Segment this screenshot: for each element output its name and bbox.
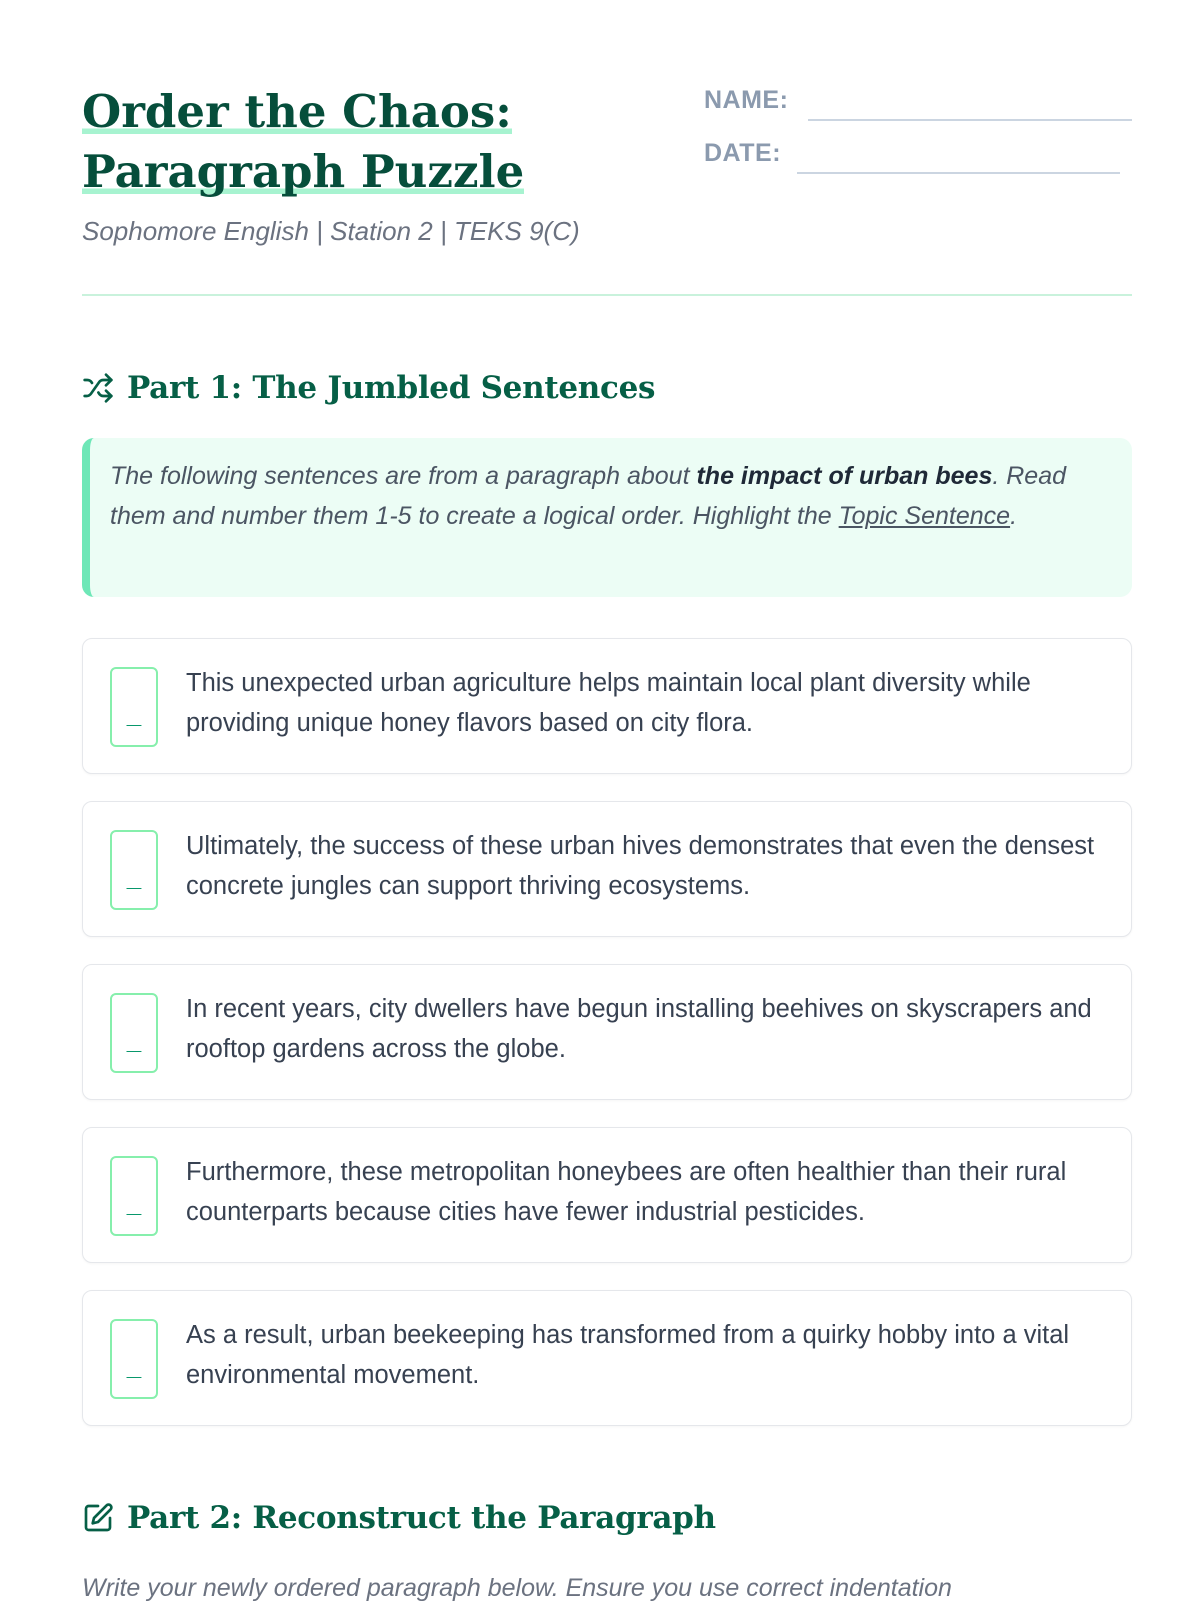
order-number-box[interactable]: _ (110, 830, 158, 910)
instructions-topic-sentence: Topic Sentence (838, 502, 1011, 530)
shuffle-icon (82, 372, 114, 404)
order-number-box[interactable]: _ (110, 993, 158, 1073)
title-line-1: Order the Chaos: (82, 85, 512, 138)
order-number-box[interactable]: _ (110, 1319, 158, 1399)
sentence-text: This unexpected urban agriculture helps maintain local plant diversity while providing unique honey flavors based on city flora. (186, 669, 1031, 737)
part1-heading (82, 366, 1132, 410)
header-divider (82, 294, 1132, 296)
page-title (82, 82, 642, 202)
sentence-text: As a result, urban beekeeping has transformed from a quirky hobby into a vital environmental movement. (186, 1321, 1070, 1389)
instructions-text-1: The following sentences are from a paragraph about (110, 462, 697, 490)
sentence-text: Furthermore, these metropolitan honeybees are often healthier than their rural counterparts because cities have fewer industrial pesticides. (186, 1158, 1067, 1226)
date-field-line[interactable] (797, 172, 1120, 174)
part2-title: Part 2: Reconstruct the Paragraph (127, 1500, 716, 1536)
instructions-text-2: . Read them and number them 1-5 to create a logical order. Highlight the (110, 462, 1067, 530)
part1-title: Part 1: The Jumbled Sentences (127, 370, 656, 406)
date-row (704, 135, 1132, 188)
sentence-card (82, 801, 1132, 937)
name-label: NAME: (704, 86, 789, 114)
order-number-box[interactable]: _ (110, 667, 158, 747)
title-line-2: Paragraph Puzzle (82, 145, 525, 198)
instructions-topic: the impact of urban bees (696, 462, 993, 490)
sentence-card (82, 1127, 1132, 1263)
part2-description: Write your newly ordered paragraph below. Ensure you use correct indentation (82, 1574, 952, 1602)
date-label: DATE: (704, 139, 782, 167)
order-number-box[interactable]: _ (110, 1156, 158, 1236)
sentence-card (82, 964, 1132, 1100)
instructions-text-3: . (1010, 502, 1018, 530)
page-subtitle: Sophomore English | Station 2 | TEKS 9(C) (82, 216, 580, 246)
part1-instructions (82, 438, 1132, 597)
worksheet-header (82, 82, 1132, 292)
name-field-line[interactable] (808, 119, 1132, 121)
part2-heading (82, 1496, 1132, 1540)
sentence-text: Ultimately, the success of these urban hives demonstrates that even the densest concrete jungles can support thriving ecosystems. (186, 832, 1095, 900)
student-info (704, 82, 1132, 188)
sentence-text: In recent years, city dwellers have begun installing beehives on skyscrapers and rooftop gardens across the globe. (186, 995, 1092, 1063)
sentence-card (82, 1290, 1132, 1426)
edit-icon (82, 1502, 114, 1534)
sentence-card (82, 638, 1132, 774)
name-row (704, 82, 1132, 135)
